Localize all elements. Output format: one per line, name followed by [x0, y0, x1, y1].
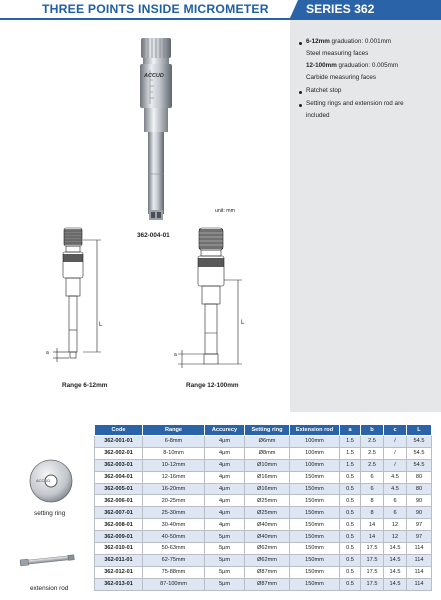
table-cell: Ø62mm [245, 543, 290, 555]
col-header: Accurecy [205, 425, 245, 436]
table-cell: 97 [407, 531, 432, 543]
product-code: 362-004-01 [137, 232, 170, 239]
table-cell: 150mm [290, 507, 340, 519]
table-cell: 6-8mm [143, 436, 205, 448]
table-cell: 25-30mm [143, 507, 205, 519]
table-cell: Ø62mm [245, 554, 290, 566]
table-cell: / [384, 459, 407, 471]
brand-logo: ACCUD [144, 73, 164, 79]
table-cell: 100mm [290, 447, 340, 459]
table-cell: 0.5 [340, 531, 361, 543]
spec-table [94, 424, 432, 591]
table-cell: 100mm [290, 459, 340, 471]
feature-line: 6-12mm graduation: 0.001mm [306, 38, 392, 45]
table-cell: 20-25mm [143, 495, 205, 507]
table-cell: 4μm [205, 436, 245, 448]
col-header: Range [143, 425, 205, 436]
table-cell: 2.5 [361, 447, 384, 459]
table-cell: 0.5 [340, 471, 361, 483]
table-cell: Ø16mm [245, 471, 290, 483]
unit-label: unit: mm [215, 208, 235, 214]
bullet-icon [299, 91, 302, 94]
dim-label-a-left: a [46, 350, 49, 356]
table-cell: 362-006-01 [95, 495, 143, 507]
table-cell: 80 [407, 483, 432, 495]
table-cell: 362-012-01 [95, 566, 143, 578]
table-cell: / [384, 436, 407, 448]
table-cell: 150mm [290, 554, 340, 566]
table-cell: 17.5 [361, 566, 384, 578]
table-cell: 4μm [205, 483, 245, 495]
table-cell: 4μm [205, 447, 245, 459]
table-cell: 362-009-01 [95, 531, 143, 543]
table-row [95, 495, 432, 507]
feature-line: Setting rings and extension rod are [306, 100, 404, 107]
table-cell: 2.5 [361, 459, 384, 471]
table-cell: 100mm [290, 436, 340, 448]
table-cell: 0.5 [340, 566, 361, 578]
table-cell: Ø16mm [245, 483, 290, 495]
table-cell: 362-013-01 [95, 578, 143, 590]
table-cell: 362-002-01 [95, 447, 143, 459]
table-cell: 17.5 [361, 543, 384, 555]
table-cell: 75-88mm [143, 566, 205, 578]
feature-line: 12-100mm graduation: 0.005mm [306, 62, 399, 69]
caption-left: Range 6-12mm [62, 382, 108, 389]
table-cell: 150mm [290, 471, 340, 483]
table-cell: 12 [384, 519, 407, 531]
dim-label-L-right: L [241, 320, 245, 326]
table-cell: 150mm [290, 531, 340, 543]
table-cell: Ø87mm [245, 578, 290, 590]
table-header-row [95, 425, 432, 436]
table-cell: 8-10mm [143, 447, 205, 459]
micrometer-photo [120, 24, 220, 239]
extension-rod-label: extension rod [30, 585, 69, 592]
table-row [95, 578, 432, 590]
table-cell: 30-40mm [143, 519, 205, 531]
table-cell: 362-004-01 [95, 471, 143, 483]
feature-line: Ratchet stop [306, 87, 342, 94]
table-cell: 4.5 [384, 471, 407, 483]
table-cell: 4μm [205, 495, 245, 507]
table-cell: Ø87mm [245, 566, 290, 578]
table-cell: 8 [361, 495, 384, 507]
table-cell: 5μm [205, 543, 245, 555]
table-cell: 362-011-01 [95, 554, 143, 566]
table-cell: 5μm [205, 531, 245, 543]
bullet-icon [299, 42, 302, 45]
table-cell: 40-50mm [143, 531, 205, 543]
table-cell: 8 [361, 507, 384, 519]
table-cell: 80 [407, 471, 432, 483]
setting-ring-label: setting ring [34, 510, 66, 517]
col-header: Setting ring [245, 425, 290, 436]
table-cell: 62-75mm [143, 554, 205, 566]
table-cell: 5μm [205, 566, 245, 578]
table-cell: 0.5 [340, 495, 361, 507]
table-cell: 6 [361, 471, 384, 483]
table-cell: 1.5 [340, 447, 361, 459]
table-cell: 54.5 [407, 447, 432, 459]
table-row [95, 531, 432, 543]
table-cell: 150mm [290, 543, 340, 555]
table-cell: 90 [407, 507, 432, 519]
table-cell: 14.5 [384, 566, 407, 578]
table-cell: Ø25mm [245, 507, 290, 519]
table-cell: 14.5 [384, 578, 407, 590]
table-cell: 5μm [205, 578, 245, 590]
table-cell: 0.5 [340, 483, 361, 495]
table-cell: 50-63mm [143, 543, 205, 555]
table-row [95, 447, 432, 459]
setting-ring-image [28, 458, 74, 504]
table-cell: 4μm [205, 507, 245, 519]
col-header: a [340, 425, 361, 436]
table-cell: 14 [361, 519, 384, 531]
table-cell: 150mm [290, 495, 340, 507]
extension-rod-image [18, 538, 78, 578]
table-cell: 0.5 [340, 507, 361, 519]
drawing-6-12mm [35, 220, 125, 380]
table-cell: 97 [407, 519, 432, 531]
table-row [95, 459, 432, 471]
table-cell: 87-100mm [143, 578, 205, 590]
col-header: c [384, 425, 407, 436]
caption-right: Range 12-100mm [186, 382, 239, 389]
col-header: b [361, 425, 384, 436]
table-row [95, 554, 432, 566]
table-row [95, 471, 432, 483]
table-cell: 17.5 [361, 578, 384, 590]
table-row [95, 519, 432, 531]
table-cell: 10-12mm [143, 459, 205, 471]
table-cell: 150mm [290, 578, 340, 590]
table-cell: 17.5 [361, 554, 384, 566]
table-row [95, 507, 432, 519]
table-cell: 114 [407, 543, 432, 555]
table-cell: 150mm [290, 519, 340, 531]
table-cell: 114 [407, 554, 432, 566]
feature-line: Steel measuring faces [306, 50, 369, 57]
table-cell: 14.5 [384, 543, 407, 555]
table-cell: 90 [407, 495, 432, 507]
table-cell: Ø6mm [245, 436, 290, 448]
feature-line: included [306, 112, 330, 119]
table-cell: 1.5 [340, 436, 361, 448]
table-cell: 4.5 [384, 483, 407, 495]
table-cell: Ø10mm [245, 459, 290, 471]
table-cell: 0.5 [340, 554, 361, 566]
feature-line: Carbide measuring faces [306, 74, 377, 81]
table-cell: 12 [384, 531, 407, 543]
col-header: L [407, 425, 432, 436]
table-cell: 16-20mm [143, 483, 205, 495]
table-row [95, 543, 432, 555]
table-cell: 14.5 [384, 554, 407, 566]
table-cell: 0.5 [340, 519, 361, 531]
table-cell: 6 [384, 495, 407, 507]
table-row [95, 436, 432, 448]
page-title: THREE POINTS INSIDE MICROMETER [42, 2, 269, 16]
table-cell: Ø40mm [245, 531, 290, 543]
table-cell: 4μm [205, 459, 245, 471]
table-cell: 114 [407, 566, 432, 578]
series-label: SERIES 362 [306, 2, 375, 16]
table-row [95, 566, 432, 578]
drawing-12-100mm [168, 218, 258, 378]
table-cell: 1.5 [340, 459, 361, 471]
table-cell: 0.5 [340, 578, 361, 590]
table-cell: 6 [361, 483, 384, 495]
table-cell: 362-001-01 [95, 436, 143, 448]
table-cell: 6 [384, 507, 407, 519]
table-cell: 114 [407, 578, 432, 590]
table-cell: 150mm [290, 483, 340, 495]
table-cell: 54.5 [407, 436, 432, 448]
table-cell: Ø8mm [245, 447, 290, 459]
table-cell: 2.5 [361, 436, 384, 448]
table-cell: 362-007-01 [95, 507, 143, 519]
dim-label-L-left: L [99, 322, 103, 328]
table-cell: 4μm [205, 519, 245, 531]
table-row [95, 483, 432, 495]
table-cell: 362-003-01 [95, 459, 143, 471]
col-header: Extension rod [290, 425, 340, 436]
table-cell: 4μm [205, 471, 245, 483]
col-header: Code [95, 425, 143, 436]
table-cell: 150mm [290, 566, 340, 578]
table-cell: 14 [361, 531, 384, 543]
table-cell: 5μm [205, 554, 245, 566]
table-cell: / [384, 447, 407, 459]
table-cell: 54.5 [407, 459, 432, 471]
table-cell: 362-010-01 [95, 543, 143, 555]
table-cell: 0.5 [340, 543, 361, 555]
table-cell: 12-16mm [143, 471, 205, 483]
table-cell: Ø40mm [245, 519, 290, 531]
bullet-icon [299, 104, 302, 107]
table-cell: 362-005-01 [95, 483, 143, 495]
table-cell: Ø25mm [245, 495, 290, 507]
svg-text:ACCUD: ACCUD [36, 478, 51, 483]
table-cell: 362-008-01 [95, 519, 143, 531]
dim-label-a-right: a [174, 352, 177, 358]
